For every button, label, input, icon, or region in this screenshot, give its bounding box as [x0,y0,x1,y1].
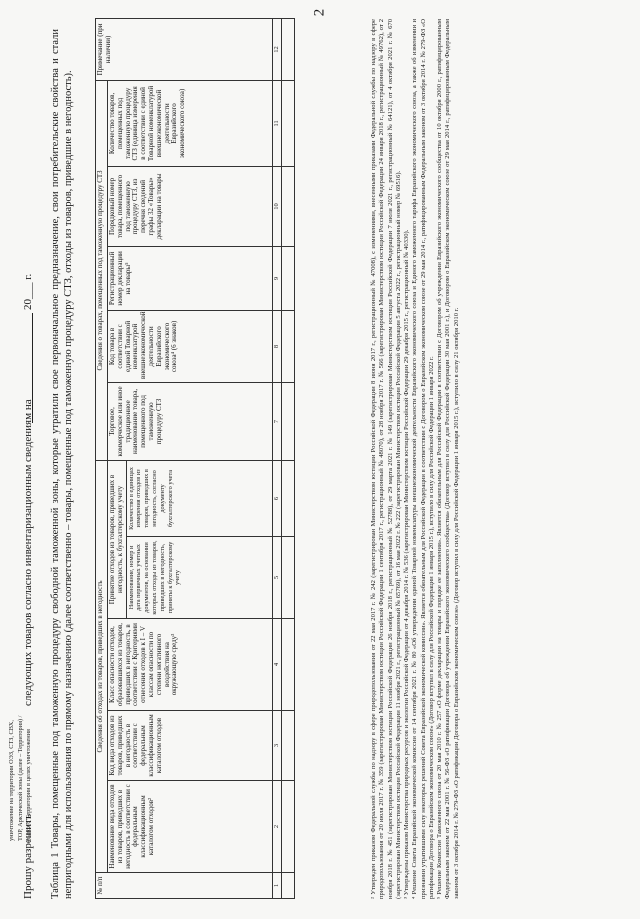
page-number: 2 [311,8,328,17]
column-number: 8 [272,310,281,382]
table-cell[interactable] [281,18,294,80]
request-lead: Прошу разрешить [22,814,34,899]
table-heading: Таблица 1 Товары, помещенные под таможенную процедуру свободной таможенной зоны, которые утратили свое первоначальное предназначение, свои потребительские свойства и стали непригодными для использования по прямому назначению (далее соответственно – товары, помещенные под таможенную процедуру СТЗ, отходы из товаров, приведшие в негодность). [50,29,74,899]
table-cell[interactable] [281,873,294,899]
footnote: ⁵ Решение Комиссии Таможенного союза от 20 мая 2010 г. № 257 «О форме декларации на товары и порядке ее заполнения». Является обязательным для Российской Федерации в соответствии с Договором об учреждении Евразийского экономического сообщества от 10 октября 2000 г., ратифицированным Федеральным законом от 22 мая 2001 г. № 56-ФЗ «О ратификации Договора об учреждении Евразийского экономического сообщества» (Договор вступил в силу для Российской Федерации 30 мая 2001 г.), и Договором о Евразийском экономическом союзе от 29 мая 2014 г., ратифицированным Федеральным законом от 3 октября 2014 г. № 279-ФЗ «О ратификации Договора о Евразийском экономическом союзе» (Договор вступил в силу для Российской Федерации 1 января 2015 г.), вступило в силу 21 октября 2010 г. [436,19,460,899]
column-number-row [272,18,281,898]
header-note: Примечание (при наличии) [96,18,273,80]
column-number: 3 [272,711,281,781]
request-option: уничтожение на территории ОЭЗ, СТЗ, СВХ, [8,720,15,841]
table-cell[interactable] [281,781,294,873]
column-number: 5 [272,537,281,619]
column-number: 11 [272,80,281,166]
column-number: 12 [272,18,281,80]
table-cell[interactable] [281,460,294,536]
column-number: 4 [272,619,281,711]
request-tail: следующих товаров согласно инвентаризационным сведениям на [22,399,34,706]
header-waste-code: Код вида отходов из товаров, приведших в негодность в соответствии с федеральным классификационным каталогом отходов [108,711,273,781]
footnote: ³ Утверждены приказом Министерства природных ресурсов и экологии Российской Федерации от 4 декабря 2014 г. № 536 (зарегистрирован Министерством юстиции Российской Федерации 29 декабря 2015 г., регистрационный № 40330). [403,229,410,899]
table-row-empty [281,18,294,898]
request-option: ТОР, Арктической зоны (далее – Территория) / [16,715,24,841]
header-tnved-code: Код товара в соответствии с единой Товарной номенклатурой внешнеэкономической деятельности Евразийского экономического союза⁴ (6 знаков) [108,310,273,382]
group-header-waste: Сведения об отходах из товаров, приведших в негодность [96,460,108,872]
table-cell[interactable] [281,537,294,619]
column-number: 2 [272,781,281,873]
header-hazard-class: Класс опасности отходов, образовавшихся из товаров, приведших в негодность, в соответствии с Критериями отнесения отходов к I – V классам опасности по степени негативного воздействия на окружающую среду³ [108,619,273,711]
header-row-number: № п/п [96,873,273,899]
header-waste-name: Наименование вида отходов из товаров, приведших в негодность в соответствии с федеральным классификационным каталогом отходов² [108,781,273,873]
column-number: 10 [272,166,281,246]
table-cell[interactable] [281,166,294,246]
request-option: вывоз с Территории в целях уничтожения [25,729,32,841]
footnote: ² Утвержден приказом Федеральной службы по надзору в сфере природопользования от 22 мая 2017 г. № 242 (зарегистрирован Министерством юстиции Российской Федерации 8 июня 2017 г., регистрационный № 47008), с изменениями, внесенными приказами Федеральной службы по надзору в сфере природопользования от 20 июля 2017 г. № 359 (зарегистрирован Министерством юстиции Российской Федерации 1 сентября 2017 г., регистрационный № 48070), от 28 ноября 2017 г. № 566 (зарегистрирован Министерством юстиции Российской Федерации 24 января 2018 г., регистрационный № 49762), от 2 ноября 2018 г. № 451 (зарегистрирован Министерством юстиции Российской Федерации 26 ноября 2018 г., регистрационный № 52788), от 29 марта 2021 г. № 149 (зарегистрирован Министерством юстиции Российской Федерации 7 июля 2021 г., регистрационный № 64121), от 4 октября 2021 г. № 670 (зарегистрирован Министерством юстиции Российской Федерации 11 ноября 2021 г., регистрационный № 65769), от 16 мая 2022 г. № 222 (зарегистрирован Министерством юстиции Российской Федерации 5 августа 2022 г., регистрационный номер № 69516). [370,19,402,899]
table-cell[interactable] [281,382,294,460]
column-number: 1 [272,873,281,899]
footnotes [370,19,461,899]
date-blank-line [32,313,33,423]
table-cell[interactable] [281,619,294,711]
header-accounting-docs: Наименование, номер и дата первичных учетных документов, на основании которых отходы из товаров, приведших в негодность, приняты к бухгалтерскому учету [126,537,272,619]
header-declaration-number: Регистрационный номер декларации на товары⁵ [108,246,273,310]
header-waste-quantity: Количество в единицах измерения отходов из товаров, приведших в негодность, согласно документу бухгалтерского учета [126,460,272,536]
subgroup-accounting: Принятие отходов из товаров, приведших в негодность, к бухгалтерскому учету [108,460,127,618]
column-number: 9 [272,246,281,310]
table-cell[interactable] [281,310,294,382]
table-cell[interactable] [281,246,294,310]
footnote: ⁴ Решение Совета Евразийской экономической комиссии от 14 сентября 2021 г. № 80 «Об утверждении единой Товарной номенклатуры внешнеэкономической деятельности Евразийского экономического союза и Единого таможенного тарифа Евразийского экономического союза, а также об изменении и признании утратившими силу некоторых решений Совета Евразийской экономической комиссии». Является обязательным для Российской Федерации в соответствии с Договором о Евразийском экономическом союзе от 29 мая 2014 г., ратифицированным Федеральным законом от 3 октября 2014 г. № 279-ФЗ «О ратификации Договора о Евразийском экономическом союзе» (Договор вступил в силу для Российской Федерации 1 января 2015 г.), вступило в силу для Российской Федерации 1 января 2022 г. [411,19,435,899]
header-goods-quantity: Количество товаров, помещенных под таможенную процедуру СТЗ (единица измерения в соответствии с единой Товарной номенклатурой внешнеэкономической деятельности Евразийского экономического союза) [108,80,273,166]
table-cell[interactable] [281,80,294,166]
column-number: 6 [272,460,281,536]
table-cell[interactable] [281,711,294,781]
request-year: 20___ г. [22,273,34,310]
request-line [8,19,48,899]
header-item-number: Порядковый номер товара, помещенного под таможенную процедуру СТЗ, из перечня сведений графы 32 «Товары» декларации на товары [108,166,273,246]
header-goods-name: Торговое, коммерческое или иное традиционное наименование товара, помещенного под таможенную процедуру СТЗ [108,382,273,460]
request-options [8,716,34,841]
group-header-goods: Сведения о товарах, помещенных под таможенную процедуру СТЗ [96,80,108,460]
column-number: 7 [272,382,281,460]
goods-waste-table [95,18,295,899]
